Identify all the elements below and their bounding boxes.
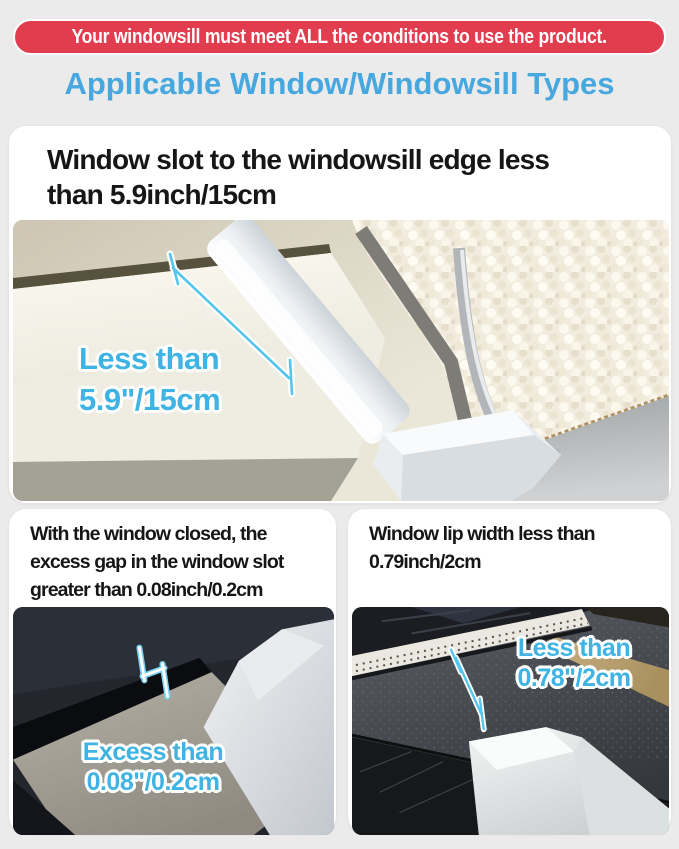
measurement-label-lip-width xyxy=(480,633,668,693)
measurement-label-line: Excess than xyxy=(82,738,224,766)
warning-banner-text: Your windowsill must meet ALL the conditions to use the product. xyxy=(71,25,608,48)
title-line: greater than 0.08inch/0.2cm xyxy=(30,579,263,601)
measurement-label-slot-depth xyxy=(79,338,220,420)
condition-card-excess-gap xyxy=(8,508,337,834)
title-line: 0.79inch/2cm xyxy=(369,551,481,573)
condition-title-slot-depth xyxy=(9,126,671,212)
window-gap-photo xyxy=(13,607,334,835)
title-line: Window lip width less than xyxy=(369,523,595,545)
condition-title-lip-width xyxy=(348,509,671,576)
measurement-label-line: 0.08"/0.2cm xyxy=(86,768,220,796)
page-title: Applicable Window/Windowsill Types xyxy=(64,66,615,101)
condition-title-excess-gap xyxy=(9,509,336,604)
condition-card-lip-width xyxy=(347,508,672,834)
title-line: than 5.9inch/15cm xyxy=(47,179,277,210)
warning-banner xyxy=(13,19,666,55)
title-line: excess gap in the window slot xyxy=(30,551,284,573)
measurement-label-excess-gap xyxy=(47,737,259,797)
title-line: Window slot to the windowsill edge less xyxy=(47,144,550,175)
condition-card-slot-depth xyxy=(8,125,672,504)
title-line: With the window closed, the xyxy=(30,523,267,545)
measurement-label-line: 5.9"/15cm xyxy=(79,382,221,417)
measurement-label-line: 0.78"/2cm xyxy=(517,664,631,692)
windowsill-hammock-photo xyxy=(13,220,669,501)
window-lip-photo xyxy=(352,607,669,835)
window-gap-illustration xyxy=(13,607,334,835)
measurement-label-line: Less than xyxy=(517,634,631,662)
measurement-label-line: Less than xyxy=(79,341,220,376)
